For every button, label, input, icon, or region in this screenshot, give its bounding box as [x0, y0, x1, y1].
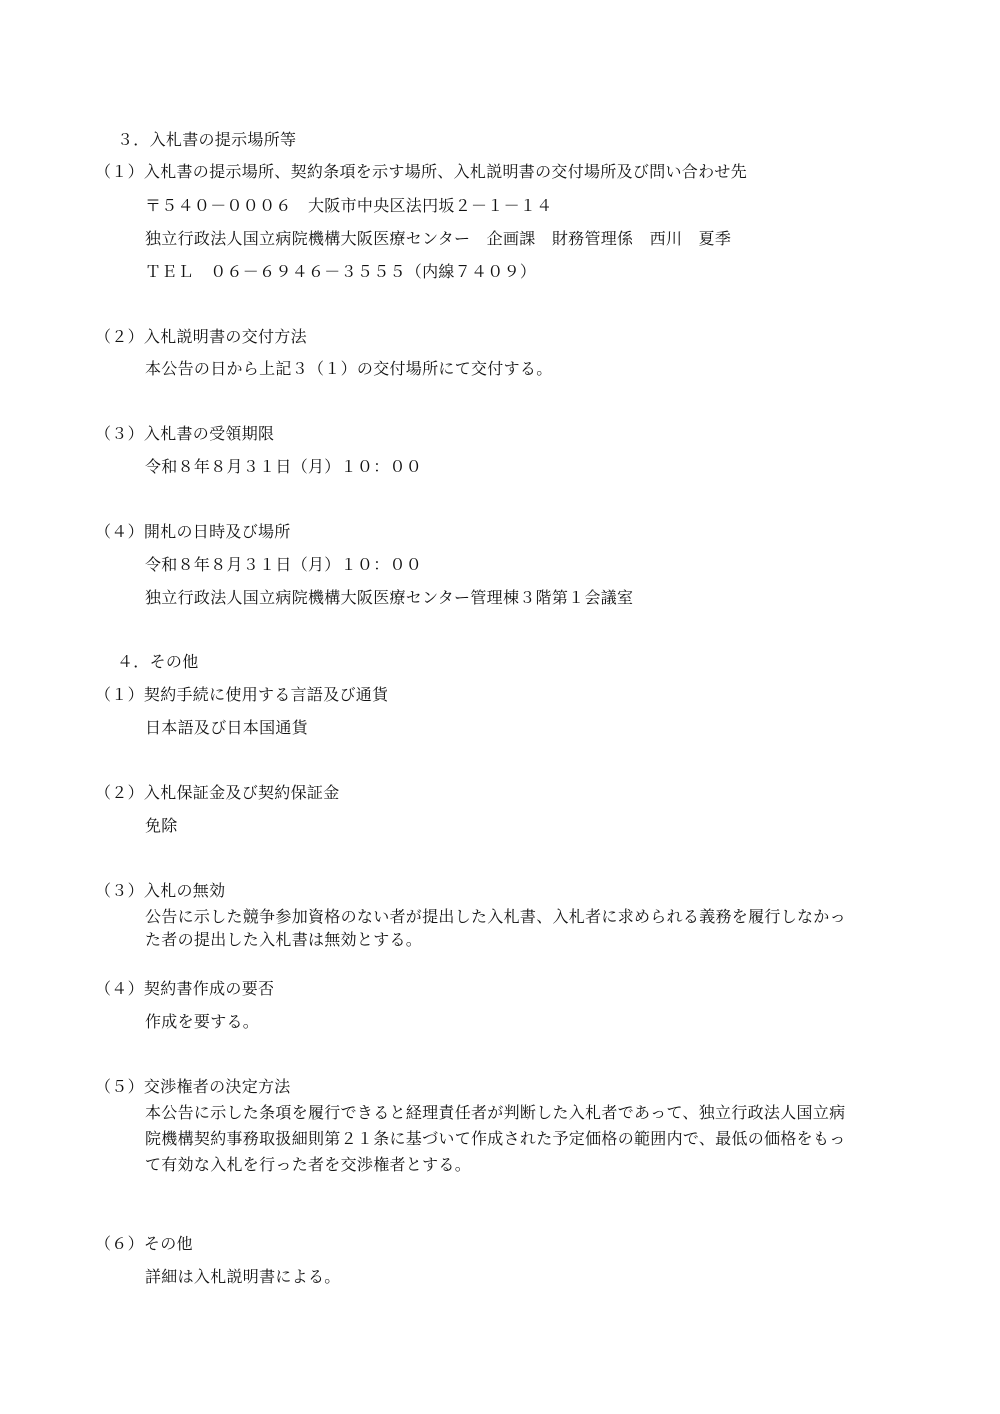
- section-4-item-5-text-line-2: 院機構契約事務取扱細則第２１条に基づいて作成された予定価格の範囲内で、最低の価格をもっ: [145, 1129, 846, 1148]
- section-3-item-4-heading: （４）開札の日時及び場所: [95, 522, 291, 541]
- section-3-item-4-datetime: 令和８年８月３１日（月）１０：００: [145, 555, 423, 574]
- section-3-item-4-place: 独立行政法人国立病院機構大阪医療センター管理棟３階第１会議室: [145, 588, 634, 607]
- section-3-item-2-heading: （２）入札説明書の交付方法: [95, 327, 307, 346]
- section-3-item-3-heading: （３）入札書の受領期限: [95, 424, 275, 443]
- section-4-item-5-heading: （５）交渉権者の決定方法: [95, 1077, 291, 1096]
- section-3-item-2-text: 本公告の日から上記３（１）の交付場所にて交付する。: [145, 359, 553, 378]
- section-4-item-4-heading: （４）契約書作成の要否: [95, 979, 275, 998]
- section-4-item-5-text-line-3: て有効な入札を行った者を交渉権者とする。: [145, 1155, 472, 1174]
- section-3-item-1-address: 〒５４０－０００６ 大阪市中央区法円坂２－１－１４: [145, 196, 553, 215]
- section-4-item-4-text: 作成を要する。: [145, 1012, 260, 1031]
- section-4-item-5-text-line-1: 本公告に示した条項を履行できると経理責任者が判断した入札者であって、独立行政法人国立病: [145, 1103, 846, 1122]
- section-4-item-3-text-line-1: 公告に示した競争参加資格のない者が提出した入札書、入札者に求められる義務を履行しなかっ: [145, 907, 846, 926]
- section-3-item-1-heading: （１）入札書の提示場所、契約条項を示す場所、入札説明書の交付場所及び問い合わせ先: [95, 162, 748, 181]
- section-4-item-6-heading: （６）その他: [95, 1234, 193, 1253]
- section-4-item-6-text: 詳細は入札説明書による。: [145, 1267, 341, 1286]
- section-4-title: ４．その他: [117, 652, 199, 671]
- section-4-item-1-text: 日本語及び日本国通貨: [145, 718, 309, 737]
- section-4-item-2-heading: （２）入札保証金及び契約保証金: [95, 783, 340, 802]
- section-4-item-3-heading: （３）入札の無効: [95, 881, 226, 900]
- section-3-item-1-contact: 独立行政法人国立病院機構大阪医療センター 企画課 財務管理係 西川 夏季: [145, 229, 732, 248]
- section-3-title: ３．入札書の提示場所等: [117, 130, 297, 149]
- section-4-item-2-text: 免除: [145, 816, 178, 835]
- section-4-item-3-text-line-2: た者の提出した入札書は無効とする。: [145, 930, 423, 949]
- section-3-item-1-tel: ＴＥＬ ０６－６９４６－３５５５（内線７４０９）: [145, 262, 537, 281]
- section-4-item-1-heading: （１）契約手続に使用する言語及び通貨: [95, 685, 389, 704]
- section-3-item-3-text: 令和８年８月３１日（月）１０：００: [145, 457, 423, 476]
